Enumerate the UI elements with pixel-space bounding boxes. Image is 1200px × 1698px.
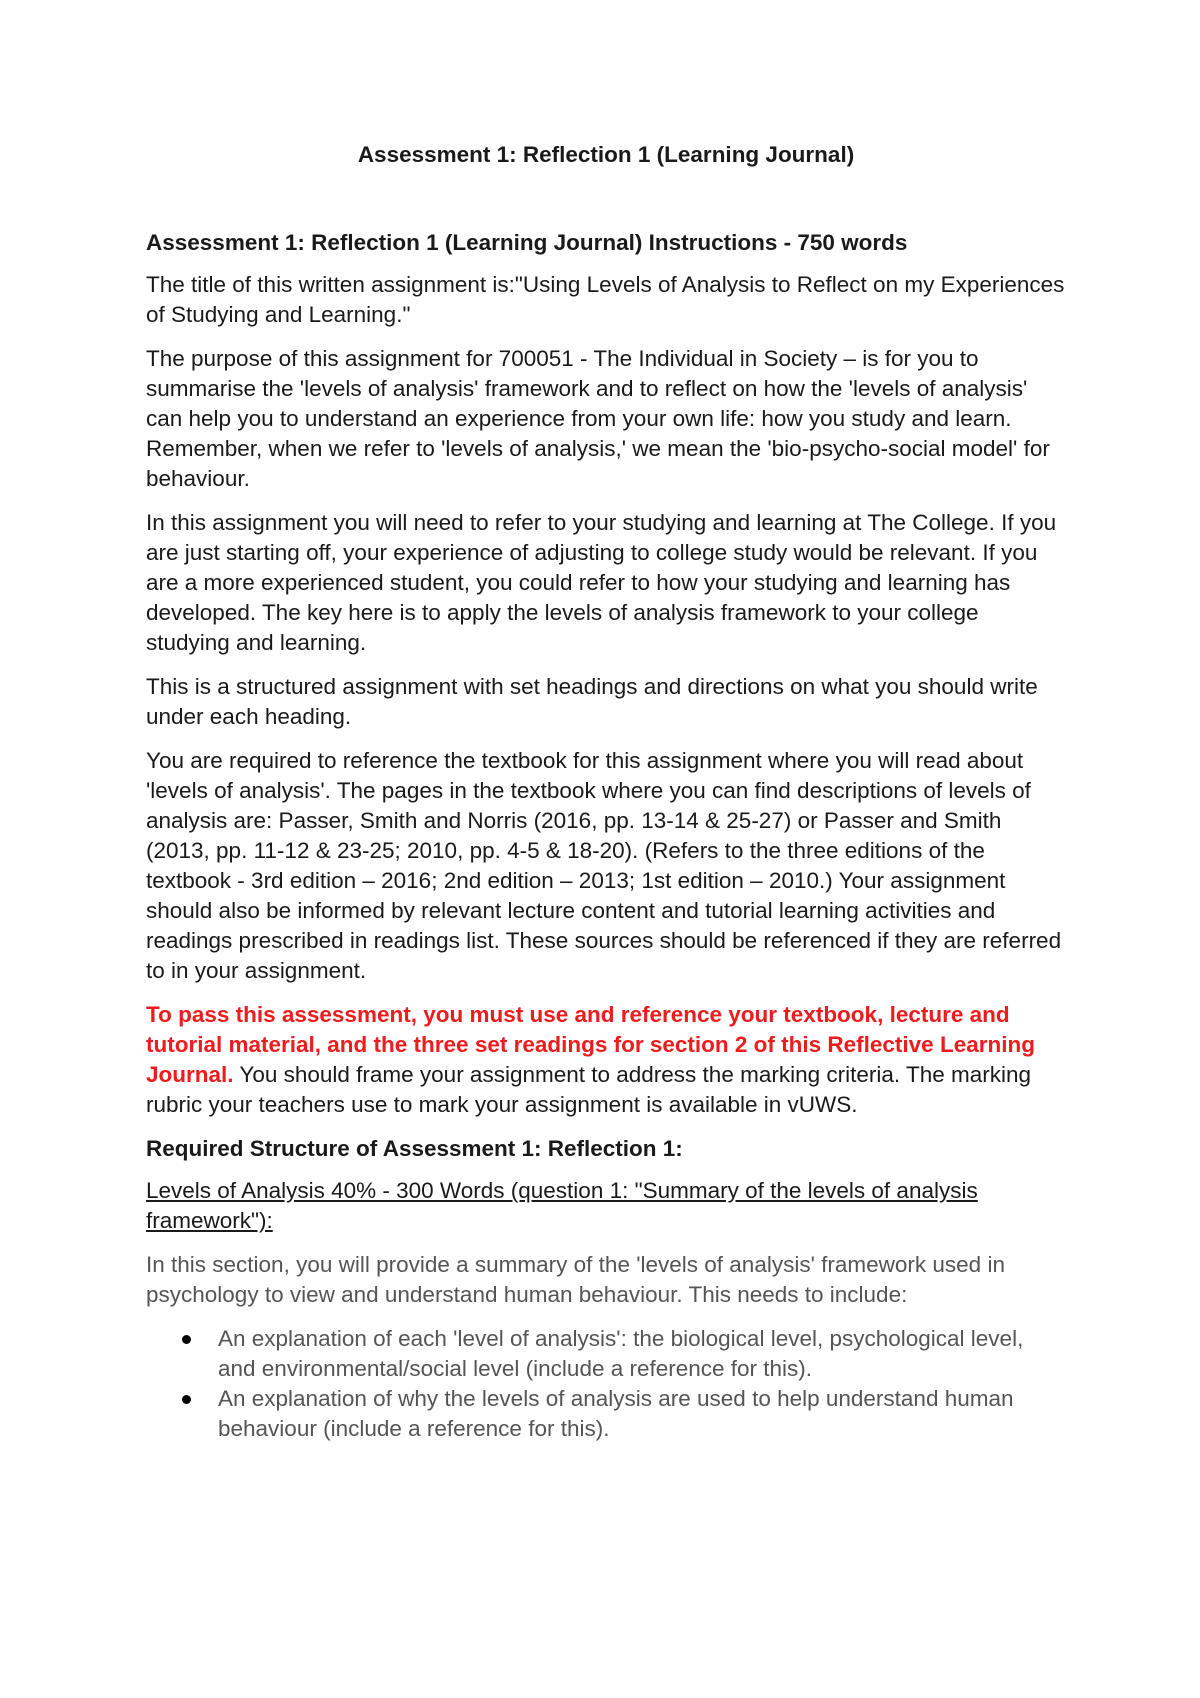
bullet-icon xyxy=(182,1395,191,1404)
section1-subheading: Levels of Analysis 40% - 300 Words (question 1: "Summary of the levels of analysis framework"): xyxy=(146,1178,978,1233)
document-body xyxy=(146,140,1066,1444)
paragraph-structure-note: This is a structured assignment with set headings and directions on what you should write under each heading. xyxy=(146,674,1038,729)
section1-intro: In this section, you will provide a summary of the 'levels of analysis' framework used in psychology to view and understand human behaviour. This needs to include: xyxy=(146,1252,1005,1307)
instructions-heading: Assessment 1: Reflection 1 (Learning Journal) Instructions - 750 words xyxy=(146,230,908,255)
pass-requirement-emphasis: To pass this assessment, you must use and reference your textbook, lecture and tutorial material, and the three set readings for section 2 of this Reflective Learning Journal. xyxy=(146,1002,1035,1087)
paragraph-purpose: The purpose of this assignment for 700051 - The Individual in Society – is for you to summarise the 'levels of analysis' framework and to reflect on how the 'levels of analysis' can help you to understand an experience from your own life: how you study and learn. Remember, when we refer to 'levels of analysis,' we mean the 'bio-psycho-social model' for behaviour. xyxy=(146,346,1050,491)
list-item xyxy=(146,1324,1066,1384)
bullet-icon xyxy=(182,1335,191,1344)
list-item-text: An explanation of each 'level of analysis': the biological level, psychological level, and environmental/social level (include a reference for this). xyxy=(218,1326,1024,1381)
document-title: Assessment 1: Reflection 1 (Learning Journal) xyxy=(357,142,855,167)
list-item-text: An explanation of why the levels of analysis are used to help understand human behaviour (include a reference for this). xyxy=(218,1386,1014,1441)
paragraph-references: You are required to reference the textbook for this assignment where you will read about 'levels of analysis'. The pages in the textbook where you can find descriptions of levels of analysis are: Passer, Smith and Norris (2016, pp. 13-14 & 25-27) or Passer and Smith (2013, pp. 11-12 & 23-25; 2010, pp. 4-5 & 18-20). (Refers to the three editions of the textbook - 3rd edition – 2016; 2nd edition – 2013; 1st edition – 2010.) Your assignment should also be informed by relevant lecture content and tutorial learning activities and readings prescribed in readings list. These sources should be referenced if they are referred to in your assignment. xyxy=(146,748,1062,983)
list-item xyxy=(146,1384,1066,1444)
section1-bullet-list xyxy=(146,1324,1066,1444)
structure-heading: Required Structure of Assessment 1: Reflection 1: xyxy=(146,1136,683,1161)
paragraph-studying-context: In this assignment you will need to refer to your studying and learning at The College. If you are just starting off, your experience of adjusting to college study would be relevant. If you are a more experienced student, you could refer to how your studying and learning has developed. The key here is to apply the levels of analysis framework to your college studying and learning. xyxy=(146,510,1057,655)
paragraph-title-of-assignment: The title of this written assignment is:"Using Levels of Analysis to Reflect on my Experiences of Studying and Learning." xyxy=(146,272,1065,327)
paragraph-pass-requirement xyxy=(146,1000,1066,1120)
pass-requirement-rest: You should frame your assignment to address the marking criteria. The marking rubric your teachers use to mark your assignment is available in vUWS. xyxy=(146,1062,1032,1117)
